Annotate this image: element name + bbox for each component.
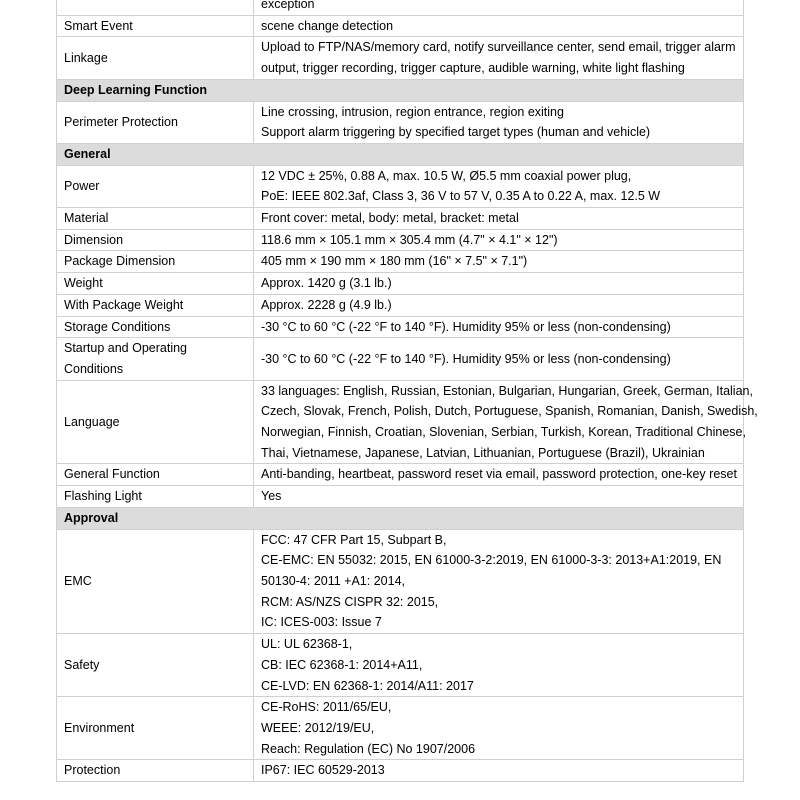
spec-label: With Package Weight [57,294,254,316]
spec-value [254,101,744,143]
spec-row-startup-conditions [57,338,744,380]
value-line: 118.6 mm × 105.1 mm × 305.4 mm (4.7" × 4.1" × 12") [261,232,558,247]
label-line: Conditions [64,361,124,376]
spec-row-smart-event [57,15,744,37]
value-line: IP67: IEC 60529-2013 [261,763,385,778]
value-line: RCM: AS/NZS CISPR 32: 2015, [261,594,439,609]
value-line: -30 °C to 60 °C (-22 °F to 140 °F). Humidity 95% or less (non-condensing) [261,319,671,334]
spec-label: Perimeter Protection [57,101,254,143]
value-line: Approx. 1420 g (3.1 lb.) [261,276,392,291]
spec-value [254,37,744,79]
value-line: FCC: 47 CFR Part 15, Subpart B, [261,532,447,547]
spec-value [254,697,744,760]
spec-row-perimeter-protection [57,101,744,143]
spec-label: Environment [57,697,254,760]
value-line: Reach: Regulation (EC) No 1907/2006 [261,741,476,756]
spec-row-emc [57,529,744,634]
spec-row-safety [57,634,744,697]
spec-row-general-function [57,464,744,486]
value-line: 405 mm × 190 mm × 180 mm (16" × 7.5" × 7.1") [261,254,528,269]
spec-value [254,486,744,508]
value-line: 33 languages: English, Russian, Estonian, Bulgarian, Hungarian, Greek, German, Italian, [261,383,753,398]
spec-row-exception [57,0,744,15]
spec-row-package-dimension [57,251,744,273]
spec-row-power [57,165,744,207]
section-header-general [57,143,744,165]
spec-row-flashing-light [57,486,744,508]
spec-row-material [57,208,744,230]
spec-row-storage-conditions [57,316,744,338]
value-line: Upload to FTP/NAS/memory card, notify surveillance center, send email, trigger alarm [261,40,736,55]
spec-value [254,294,744,316]
spec-label [57,338,254,380]
value-line: 12 VDC ± 25%, 0.88 A, max. 10.5 W, Ø5.5 mm coaxial power plug, [261,168,632,183]
spec-label: Storage Conditions [57,316,254,338]
section-title: Approval [57,507,744,529]
spec-value [254,229,744,251]
spec-row-protection [57,760,744,782]
spec-row-package-weight [57,294,744,316]
label-line: Startup and Operating [64,341,187,356]
spec-label: Weight [57,273,254,295]
value-line: UL: UL 62368-1, [261,637,353,652]
section-header-approval [57,507,744,529]
spec-label: Linkage [57,37,254,79]
value-line: 50130-4: 2011 +A1: 2014, [261,573,405,588]
value-line: output, trigger recording, trigger capture, audible warning, white light flashing [261,61,685,76]
value-line: PoE: IEEE 802.3af, Class 3, 36 V to 57 V, 0.35 A to 0.22 A, max. 12.5 W [261,189,661,204]
value-line: Line crossing, intrusion, region entrance, region exiting [261,104,564,119]
value-line: Norwegian, Finnish, Croatian, Slovenian, Serbian, Turkish, Korean, Traditional Chinese, [261,425,746,440]
spec-row-language [57,380,744,464]
spec-label: EMC [57,529,254,634]
spec-label: Safety [57,634,254,697]
section-title: General [57,143,744,165]
value-line: Yes [261,489,282,504]
specification-table [56,0,758,782]
spec-label: Package Dimension [57,251,254,273]
value-line: Front cover: metal, body: metal, bracket: metal [261,211,519,226]
spec-row-linkage [57,37,744,79]
spec-value [254,380,758,464]
value-line: WEEE: 2012/19/EU, [261,720,375,735]
spec-row-dimension [57,229,744,251]
spec-value [254,634,744,697]
spec-label: General Function [57,464,254,486]
value-line: Approx. 2228 g (4.9 lb.) [261,297,392,312]
spec-value [254,338,744,380]
spec-value [254,15,744,37]
spec-label [57,0,254,15]
spec-label: Smart Event [57,15,254,37]
spec-label: Material [57,208,254,230]
spec-row-weight [57,273,744,295]
value-line: scene change detection [261,18,394,33]
section-title: Deep Learning Function [57,79,744,101]
spec-label: Power [57,165,254,207]
value-line: exception [261,0,315,11]
spec-value [254,208,744,230]
spec-value [254,165,744,207]
value-line: Thai, Vietnamese, Japanese, Latvian, Lithuanian, Portuguese (Brazil), Ukrainian [261,445,705,460]
value-line: CE-RoHS: 2011/65/EU, [261,700,392,715]
spec-value [254,316,744,338]
spec-value [254,529,744,634]
spec-value [254,251,744,273]
spec-label: Protection [57,760,254,782]
section-header-deep-learning [57,79,744,101]
spec-value [254,273,744,295]
value-line: CE-EMC: EN 55032: 2015, EN 61000-3-2:2019, EN 61000-3-3: 2013+A1:2019, EN [261,553,722,568]
value-line: -30 °C to 60 °C (-22 °F to 140 °F). Humidity 95% or less (non-condensing) [261,351,671,366]
spec-value [254,760,744,782]
value-line: CB: IEC 62368-1: 2014+A11, [261,657,423,672]
spec-label: Language [57,380,254,464]
spec-value [254,0,744,15]
value-line: Anti-banding, heartbeat, password reset via email, password protection, one-key reset [261,467,737,482]
value-line: Support alarm triggering by specified target types (human and vehicle) [261,125,651,140]
spec-label: Dimension [57,229,254,251]
spec-value [254,464,744,486]
value-line: IC: ICES-003: Issue 7 [261,615,382,630]
value-line: Czech, Slovak, French, Polish, Dutch, Portuguese, Spanish, Romanian, Danish, Swedish, [261,404,758,419]
spec-label: Flashing Light [57,486,254,508]
spec-row-environment [57,697,744,760]
value-line: CE-LVD: EN 62368-1: 2014/A11: 2017 [261,678,474,693]
